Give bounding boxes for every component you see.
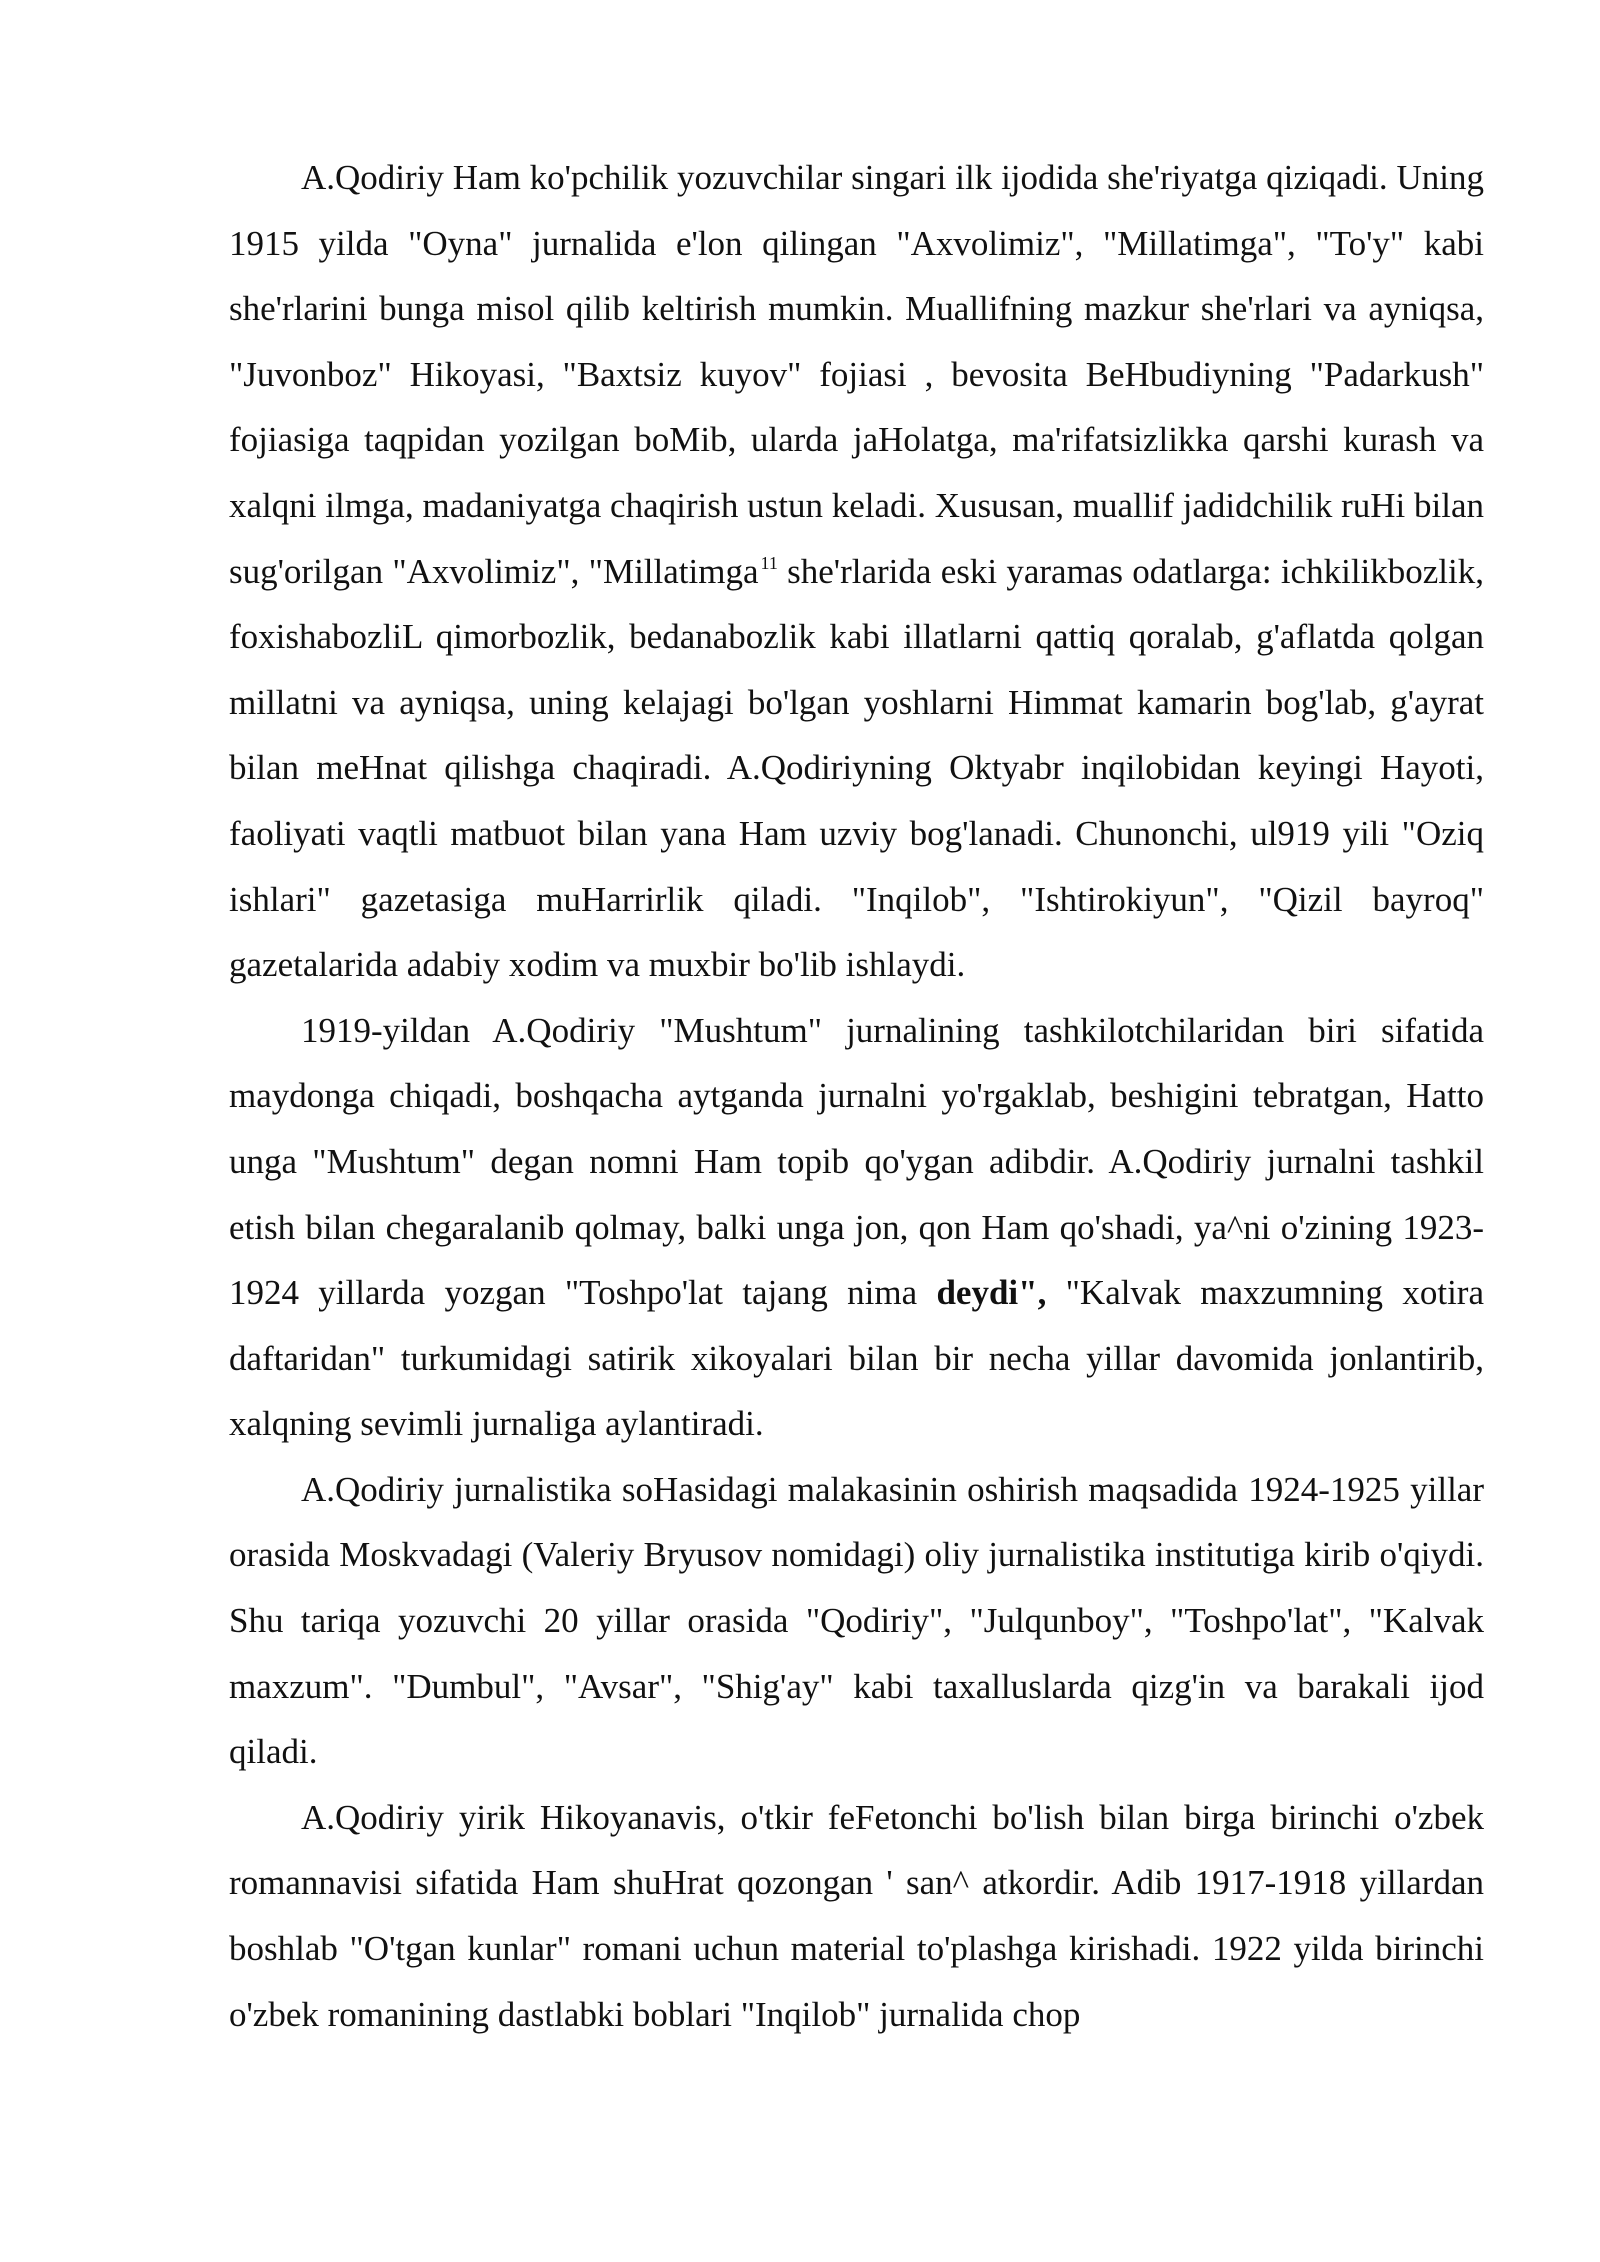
paragraph-1 [229, 145, 1484, 998]
paragraph-2-text-start: 1919-yildan A.Qodiriy "Mushtum" jurnalining tashkilotchilaridan biri sifatida maydonga chiqadi, boshqacha aytganda jurnalni yo'rgaklab, beshigini tebratgan, Hatto unga "Mushtum" degan nomni Ham topib qo'ygan adibdir. A.Qodiriy jurnalni tashkil etish bilan chegaralanib qolmay, balki unga jon, qon Ham qo'shadi, ya^ni o'zining 1923-1924 yillarda yozgan "Toshpo'lat tajang nima [229, 1010, 1484, 1313]
paragraph-2-text-end: "Kalvak maxzumning xotira daftaridan" turkumidagi satirik xikoyalari bilan bir necha yillar davomida jonlantirib, xalqning sevimli jurnaliga aylantiradi. [229, 1273, 1484, 1444]
footnote-marker: 11 [760, 552, 778, 573]
paragraph-1-text-end: she'rlarida eski yaramas odatlarga: ichkilikbozlik, foxishabozliL qimorbozlik, bedanabozlik kabi illatlarni qattiq qoralab, g'aflatda qolgan millatni va ayniqsa, uning kelajagi bo'lgan yoshlarni Himmat kamarin bog'lab, g'ayrat bilan meHnat qilishga chaqiradi. A.Qodiriyning Oktyabr inqilobidan keyingi Hayoti, faoliyati vaqtli matbuot bilan yana Ham uzviy bog'lanadi. Chunonchi, ul919 yili "Oziq ishlari" gazetasiga muHarrirlik qiladi. "Inqilob", "Ishtirokiyun", "Qizil bayroq" gazetalarida adabiy xodim va muxbir bo'lib ishlaydi. [229, 551, 1484, 985]
paragraph-1-text-start: A.Qodiriy Ham ko'pchilik yozuvchilar singari ilk ijodida she'riyatga qiziqadi. Uning 1915 yilda "Oyna" jurnalida e'lon qilingan "Axvolimiz", "Millatimga", "To'y" kabi she'rlarini bunga misol qilib keltirish mumkin. Muallifning mazkur she'rlari va ayniqsa, "Juvonboz" Hikoyasi, "Baxtsiz kuyov" fojiasi , bevosita BeHbudiyning "Padarkush" fojiasiga taqpidan yozilgan boMib, ularda jaHolatga, ma'rifatsizlikka qarshi kurash va xalqni ilmga, madaniyatga chaqirish ustun keladi. Xususan, muallif jadidchilik ruHi bilan sug'orilgan "Axvolimiz", "Millatimga [229, 158, 1484, 591]
paragraph-2 [229, 998, 1484, 1457]
document-body [229, 145, 1484, 2047]
bold-text: deydi", [936, 1273, 1047, 1313]
paragraph-4: A.Qodiriy yirik Hikoyanavis, o'tkir feFetonchi bo'lish bilan birga birinchi o'zbek romannavisi sifatida Ham shuHrat qozongan ' san^ atkordir. Adib 1917-1918 yillardan boshlab "O'tgan kunlar" romani uchun material to'plashga kirishadi. 1922 yilda birinchi o'zbek romanining dastlabki boblari "Inqilob" jurnalida chop [229, 1797, 1484, 2034]
paragraph-3: A.Qodiriy jurnalistika soHasidagi malakasinin oshirish maqsadida 1924-1925 yillar orasida Moskvadagi (Valeriy Bryusov nomidagi) oliy jurnalistika institutiga kirib o'qiydi. Shu tariqa yozuvchi 20 yillar orasida "Qodiriy", "Julqunboy", "Toshpo'lat", "Kalvak maxzum". "Dumbul", "Avsar", "Shig'ay" kabi taxalluslarda qizg'in va barakali ijod qiladi. [229, 1469, 1484, 1772]
